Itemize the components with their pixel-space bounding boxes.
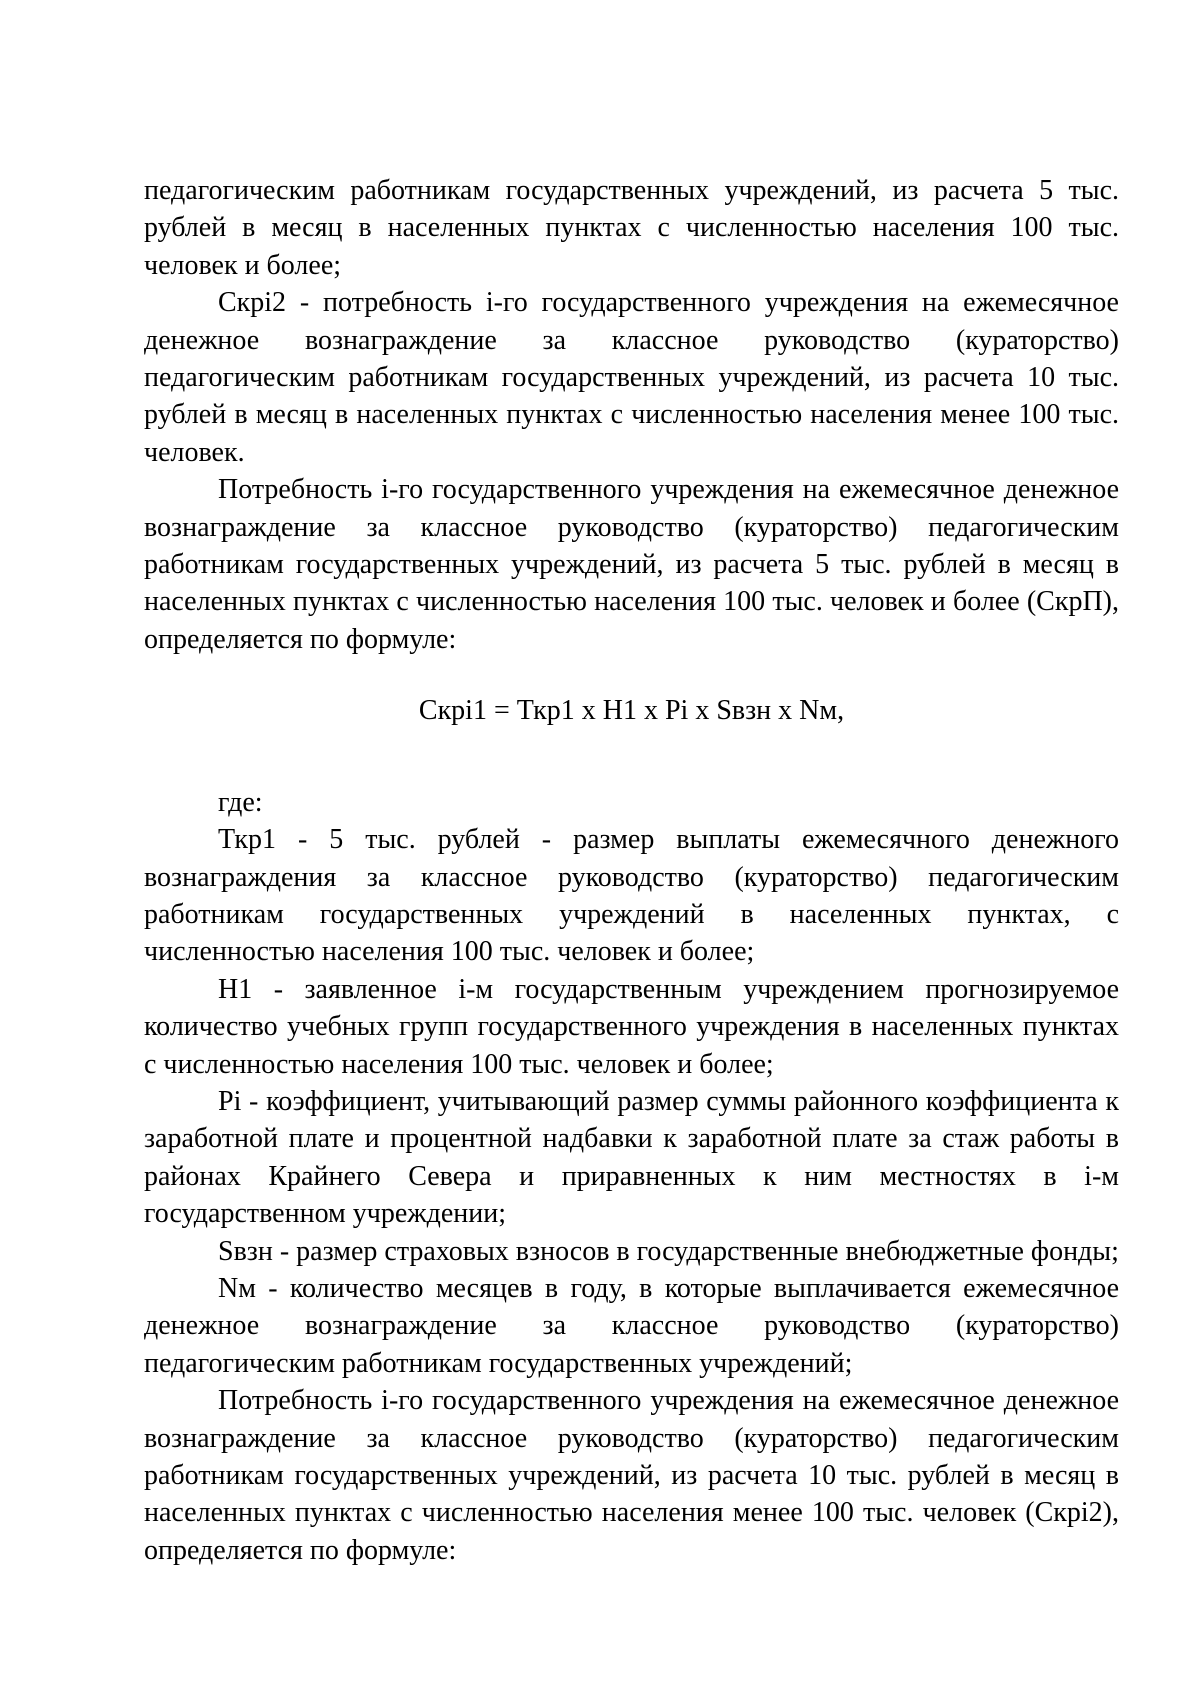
paragraph-h1: Н1 - заявленное i-м государственным учреждением прогнозируемое количество учебных групп государственного учреждения в населенных пунктах с численностью населения 100 тыс. человек и более; bbox=[144, 973, 1119, 1080]
paragraph-need-10k: Потребность i-го государственного учреждения на ежемесячное денежное вознаграждение за классное руководство (кураторство) педагогическим работникам государственных учреждений, из расчета 10 тыс. рублей в месяц в населенных пунктах с численностью населения менее 100 тыс. человек (Скрi2), определяется по формуле: bbox=[144, 1385, 1119, 1566]
paragraph-tkr1: Ткр1 - 5 тыс. рублей - размер выплаты ежемесячного денежного вознаграждения за классное руководство (кураторство) педагогическим работникам государственных учреждений в населенных пунктах, с численностью населения 100 тыс. человек и более; bbox=[144, 824, 1119, 968]
paragraph-pi: Рi - коэффициент, учитывающий размер суммы районного коэффициента к заработной плате и процентной надбавки к заработной плате за стаж работы в районах Крайнего Севера и приравненных к ним местностях в i-м государственном учреждении; bbox=[144, 1085, 1119, 1230]
paragraph-skri2-definition: Скрi2 - потребность i-го государственного учреждения на ежемесячное денежное вознаграждение за классное руководство (кураторство) педагогическим работникам государственных учреждений, из расчета 10 тыс. рублей в месяц в населенных пунктах с численностью населения менее 100 тыс. человек. bbox=[144, 287, 1119, 468]
paragraph-svzn: Sвзн - размер страховых взносов в государственные внебюджетные фонды; bbox=[218, 1235, 1119, 1267]
document-body bbox=[144, 172, 1119, 1569]
paragraph-continuation: педагогическим работникам государственных учреждений, из расчета 5 тыс. рублей в месяц в населенных пунктах с численностью населения 100 тыс. человек и более; bbox=[144, 175, 1119, 281]
formula-skri1: Скрi1 = Ткр1 х Н1 х Рi х Sвзн х Nм, bbox=[418, 695, 845, 727]
paragraph-where: где: bbox=[218, 786, 263, 818]
paragraph-need-5k: Потребность i-го государственного учреждения на ежемесячное денежное вознаграждение за классное руководство (кураторство) педагогическим работникам государственных учреждений, из расчета 5 тыс. рублей в месяц в населенных пунктах с численностью населения 100 тыс. человек и более (СкрП), определяется по формуле: bbox=[144, 474, 1119, 655]
paragraph-nm: Nм - количество месяцев в году, в которые выплачивается ежемесячное денежное вознаграждение за классное руководство (кураторство) педагогическим работникам государственных учреждений; bbox=[144, 1272, 1119, 1379]
